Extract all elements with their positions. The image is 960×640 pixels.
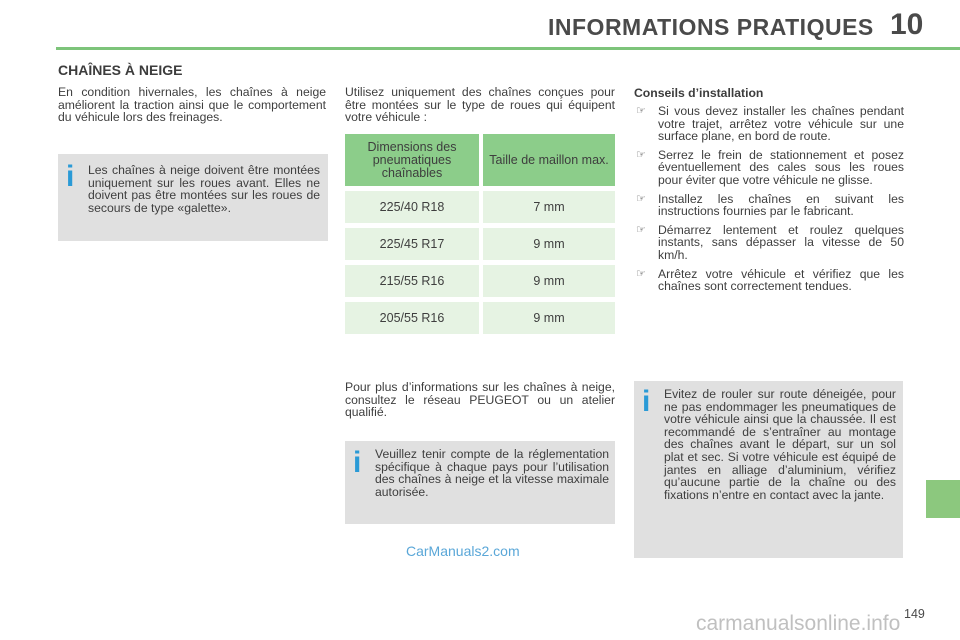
hand-pointer-icon: ☞ <box>636 223 646 236</box>
tips-title: Conseils d’installation <box>634 86 764 100</box>
list-item <box>634 193 904 218</box>
info-box-right <box>634 381 903 558</box>
info-box-middle-text: Veuillez tenir compte de la réglementation spécifique à chaque pays pour l’utilisation des chaînes à neige et la vitesse maximale autorisée. <box>375 447 609 499</box>
footer-watermark: carmanualsonline.info <box>696 612 901 635</box>
hand-pointer-icon: ☞ <box>636 192 646 205</box>
chapter-side-tab <box>926 480 960 518</box>
tip-text: Installez les chaînes en suivant les instructions fournies par le fabricant. <box>658 191 904 219</box>
table-cell-dimension: 225/45 R17 <box>345 228 479 260</box>
page-number: 149 <box>904 607 925 621</box>
table-cell-dimension: 225/40 R18 <box>345 191 479 223</box>
info-box-right-text: Evitez de rouler sur route déneigée, pour ne pas endommager les pneumatiques de votre véhicule ainsi que la chaussée. Il est recommandé de s’entraîner au montage des chaînes avant le départ, sur un sol plat et sec. Si votre véhicule est équipé de jantes en alliage d’aluminium, vérifiez qu’aucune partie de la chaîne ou des fixations n’entre en contact avec la jante. <box>664 387 896 502</box>
list-item <box>634 149 904 187</box>
tip-text: Arrêtez votre véhicule et vérifiez que les chaînes sont correctement tendues. <box>658 266 904 294</box>
chapter-title: INFORMATIONS PRATIQUES <box>548 14 874 40</box>
info-icon: i <box>66 160 75 193</box>
info-box-left-text: Les chaînes à neige doivent être montées uniquement sur les roues avant. Elles ne doivent pas être montées sur les roues de secours de type «galette». <box>88 163 320 215</box>
chapter-number: 10 <box>890 8 924 41</box>
intro-paragraph: En condition hivernales, les chaînes à neige améliorent la traction ainsi que le comportement du véhicule lors des freinages. <box>58 85 326 125</box>
table-cell-link-size: 9 mm <box>483 265 615 297</box>
list-item <box>634 268 904 293</box>
site-watermark-link[interactable]: CarManuals2.com <box>406 543 520 559</box>
list-item <box>634 224 904 262</box>
table-cell-link-size: 7 mm <box>483 191 615 223</box>
table-cell-dimension: 215/55 R16 <box>345 265 479 297</box>
hand-pointer-icon: ☞ <box>636 148 646 161</box>
header-divider <box>56 47 960 50</box>
table-cell-dimension: 205/55 R16 <box>345 302 479 334</box>
table-header-dimensions: Dimensions des pneumatiques chaînables <box>345 134 479 186</box>
info-box-middle <box>345 441 615 524</box>
section-title: CHAÎNES À NEIGE <box>58 62 183 78</box>
tip-text: Serrez le frein de stationnement et posez éventuellement des cales sous les roues pour éviter que votre véhicule ne glisse. <box>658 147 904 187</box>
tip-text: Si vous devez installer les chaînes pendant votre trajet, arrêtez votre véhicule sur une surface plane, en bord de route. <box>658 104 904 144</box>
table-header-row <box>345 134 615 186</box>
hand-pointer-icon: ☞ <box>636 105 646 117</box>
tips-list <box>634 105 904 299</box>
info-icon: i <box>642 385 651 418</box>
table-header-link-size: Taille de maillon max. <box>483 134 615 186</box>
more-info-paragraph: Pour plus d’informations sur les chaînes à neige, consultez le réseau PEUGEOT ou un atelier qualifié. <box>345 380 615 420</box>
table-cell-link-size: 9 mm <box>483 228 615 260</box>
table-cell-link-size: 9 mm <box>483 302 615 334</box>
tip-text: Démarrez lentement et roulez quelques instants, sans dépasser la vitesse de 50 km/h. <box>658 222 904 262</box>
info-icon: i <box>353 446 362 479</box>
info-box-left <box>58 154 328 241</box>
table-intro: Utilisez uniquement des chaînes conçues pour être montées sur le type de roues qui équipent votre véhicule : <box>345 85 615 125</box>
list-item <box>634 105 904 143</box>
hand-pointer-icon: ☞ <box>636 267 646 280</box>
